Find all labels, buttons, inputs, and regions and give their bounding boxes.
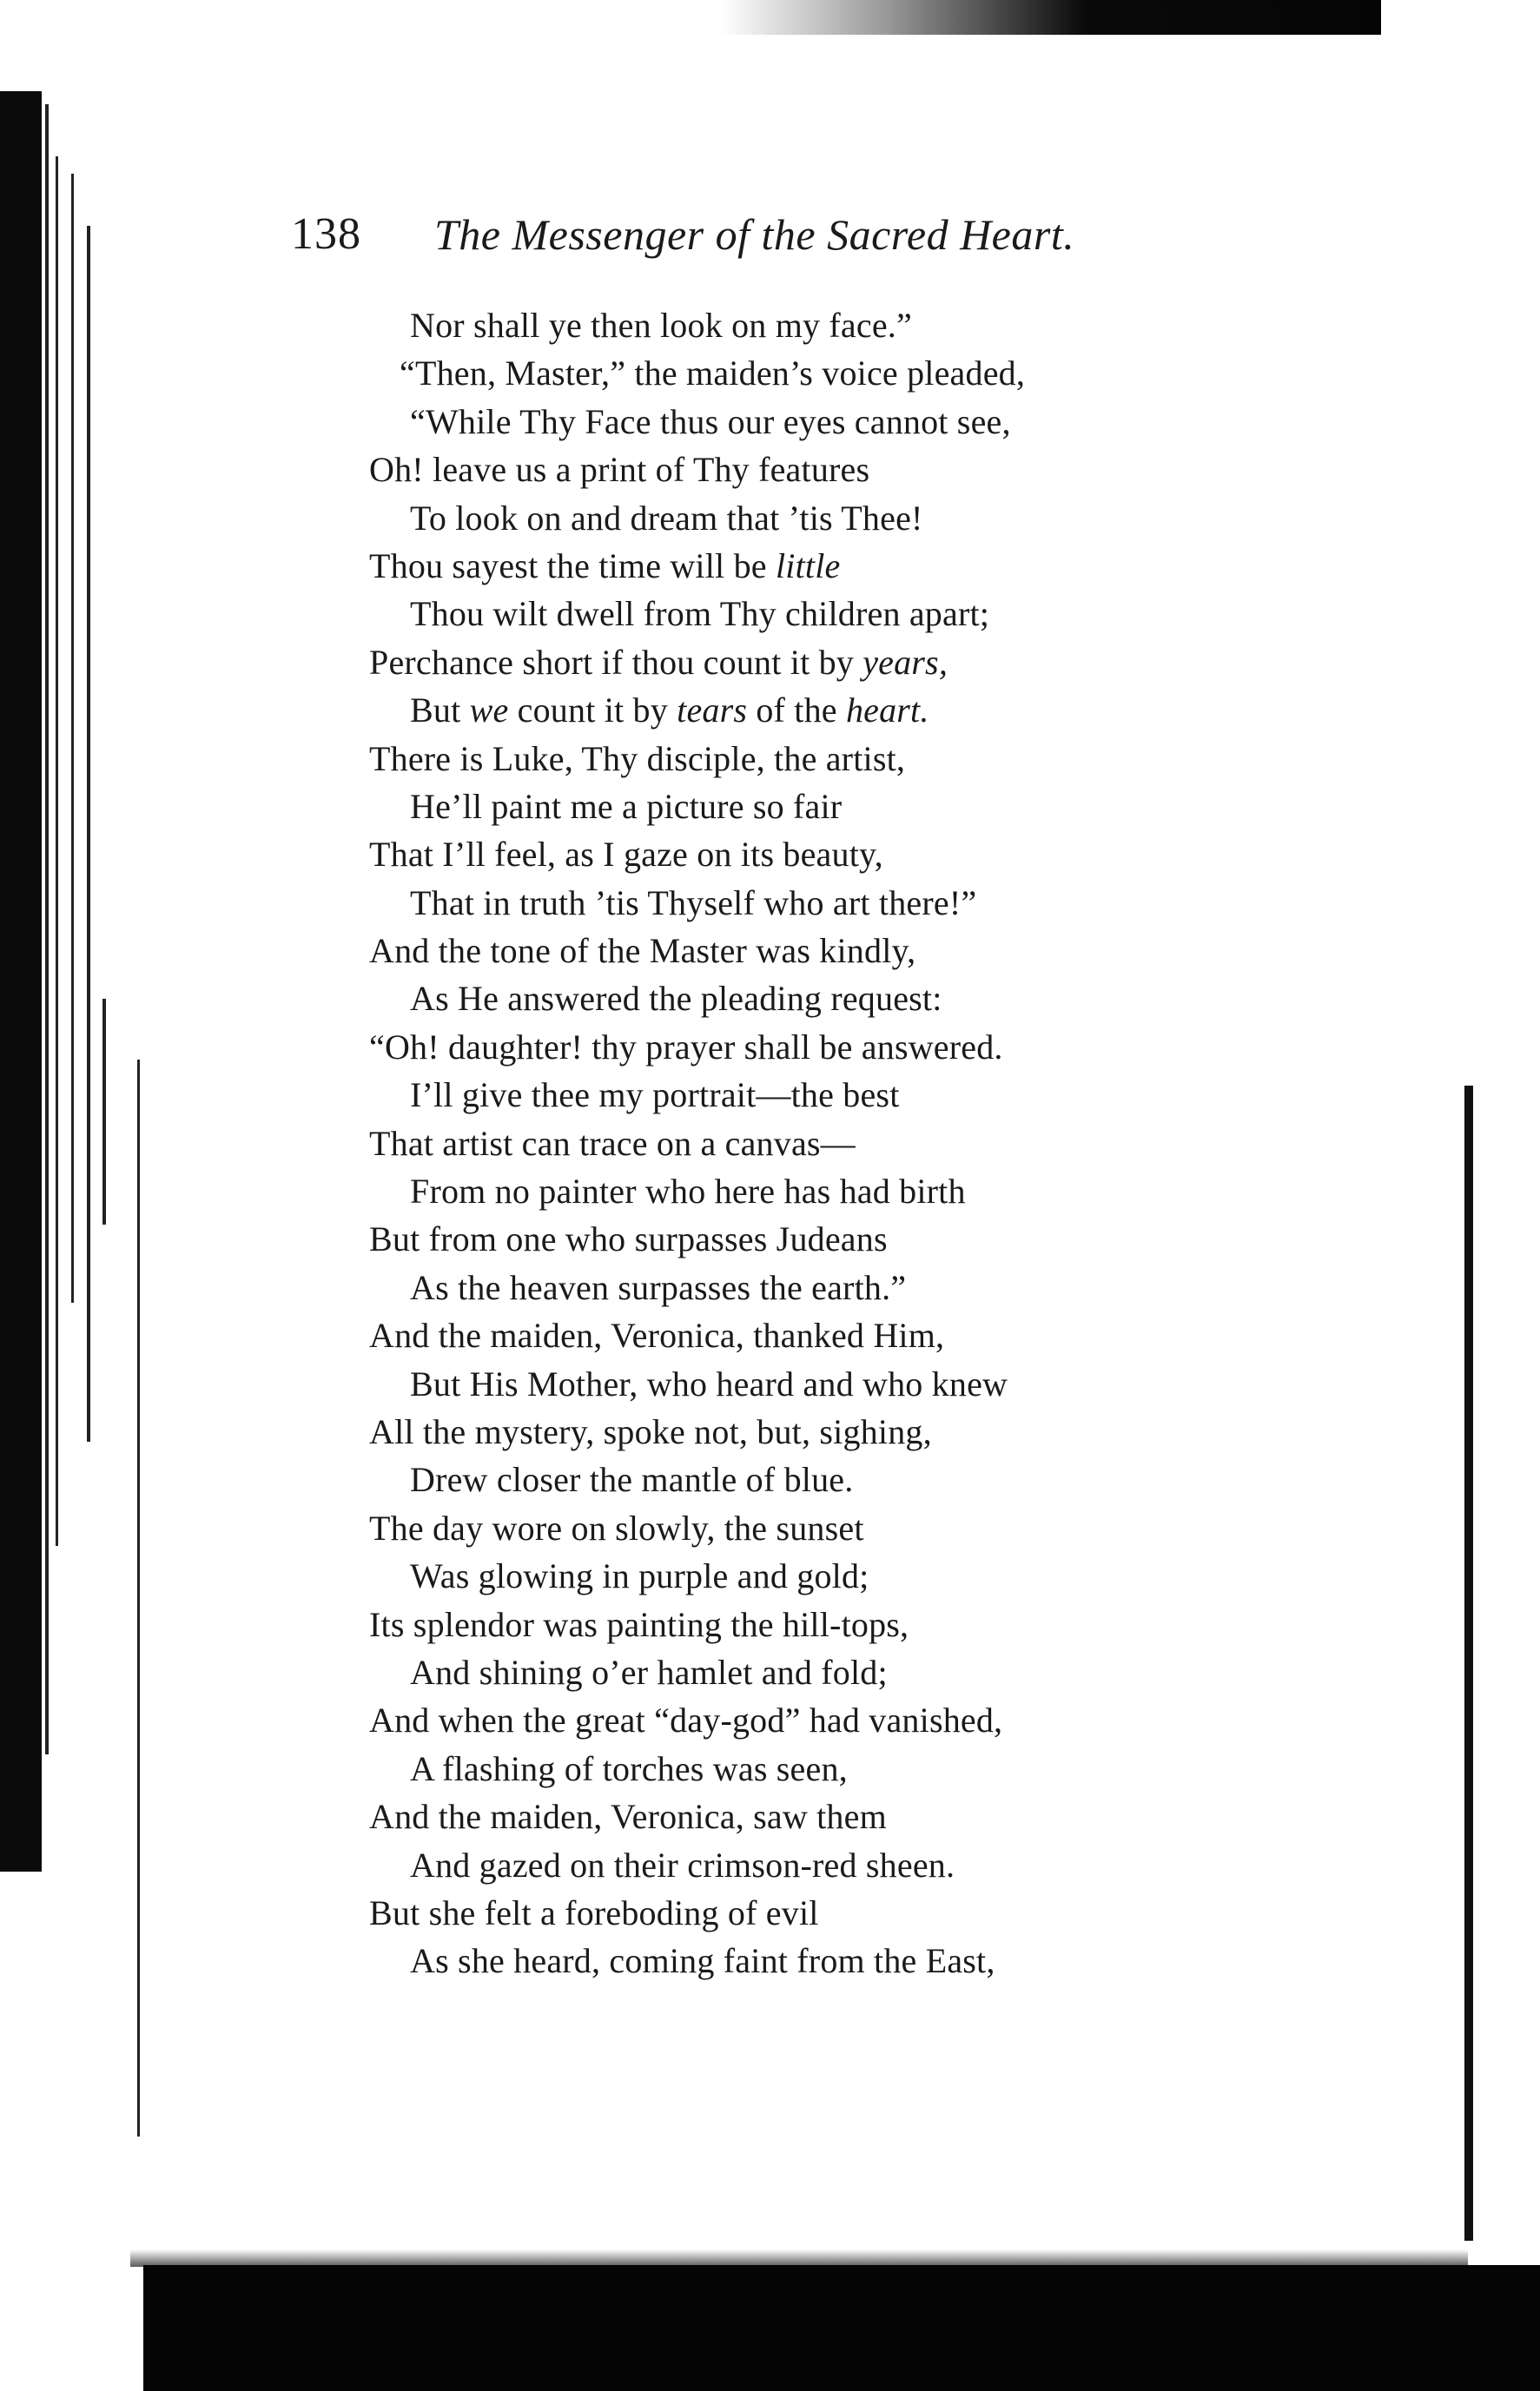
poem-line xyxy=(0,1504,1540,1552)
poem-line xyxy=(0,1120,1540,1167)
line-text: Thou sayest the time will be xyxy=(369,545,776,585)
italic-text: we xyxy=(469,690,509,730)
line-text: To look on and dream that ’tis Thee! xyxy=(410,498,923,538)
poem-line xyxy=(0,301,1540,349)
poem-line xyxy=(0,1360,1540,1408)
poem-line xyxy=(0,349,1540,397)
italic-text: heart. xyxy=(845,690,929,730)
line-text: And shining o’er hamlet and fold; xyxy=(410,1652,888,1692)
line-text: He’ll paint me a picture so fair xyxy=(410,786,843,826)
poem-line xyxy=(0,974,1540,1022)
poem-line xyxy=(0,1456,1540,1503)
line-text: But she felt a foreboding of evil xyxy=(369,1892,819,1932)
line-text: A flashing of torches was seen, xyxy=(410,1748,848,1788)
poem-line xyxy=(0,1311,1540,1359)
line-text: “Oh! daughter! thy prayer shall be answered. xyxy=(369,1027,1003,1067)
poem-line xyxy=(0,686,1540,734)
poem-line xyxy=(0,927,1540,974)
line-text: of the xyxy=(747,690,846,730)
italic-text: little xyxy=(775,545,841,585)
line-text: And when the great “day-god” had vanished, xyxy=(369,1701,1003,1740)
poem-line xyxy=(0,446,1540,493)
poem-line xyxy=(0,1648,1540,1696)
line-text: And the maiden, Veronica, thanked Him, xyxy=(369,1316,945,1356)
italic-text: years, xyxy=(863,642,948,682)
line-text: That I’ll feel, as I gaze on its beauty, xyxy=(369,835,883,875)
line-text: Drew closer the mantle of blue. xyxy=(410,1460,854,1500)
poem-line xyxy=(0,398,1540,446)
poem-line xyxy=(0,1601,1540,1648)
poem-line xyxy=(0,830,1540,878)
line-text: That artist can trace on a canvas— xyxy=(369,1123,856,1163)
poem-line xyxy=(0,590,1540,637)
poem-line xyxy=(0,1071,1540,1119)
running-header xyxy=(291,204,1246,265)
line-text: But xyxy=(410,690,470,730)
line-text: As He answered the pleading request: xyxy=(410,979,942,1019)
scan-shadow-bottom-fade xyxy=(130,2249,1468,2267)
journal-title: The Messenger of the Sacred Heart. xyxy=(434,210,1075,259)
line-text: And gazed on their crimson-red sheen. xyxy=(410,1845,955,1885)
line-text: “Then, Master,” the maiden’s voice pleaded, xyxy=(400,353,1026,393)
poem-line xyxy=(0,542,1540,590)
page-number: 138 xyxy=(291,209,361,259)
line-text: Thou wilt dwell from Thy children apart; xyxy=(410,594,990,634)
poem-line xyxy=(0,1167,1540,1215)
line-text: count it by xyxy=(508,690,677,730)
poem-line xyxy=(0,1696,1540,1744)
line-text: The day wore on slowly, the sunset xyxy=(369,1508,864,1548)
line-text: “While Thy Face thus our eyes cannot see, xyxy=(410,401,1011,441)
poem-line xyxy=(0,1264,1540,1311)
line-text: Perchance short if thou count it by xyxy=(369,642,863,682)
line-text: Was glowing in purple and gold; xyxy=(410,1556,869,1596)
line-text: Oh! leave us a print of Thy features xyxy=(369,450,870,490)
poem-line xyxy=(0,1937,1540,1985)
poem-body xyxy=(0,301,1540,1985)
poem-line xyxy=(0,1408,1540,1456)
italic-text: tears xyxy=(677,690,748,730)
scan-shadow-bottom xyxy=(143,2265,1540,2391)
poem-line xyxy=(0,638,1540,686)
poem-line xyxy=(0,1889,1540,1937)
poem-line xyxy=(0,1023,1540,1071)
poem-line xyxy=(0,1793,1540,1840)
poem-line xyxy=(0,494,1540,542)
line-text: And the maiden, Veronica, saw them xyxy=(369,1797,887,1837)
poem-line xyxy=(0,1552,1540,1600)
line-text: But from one who surpasses Judeans xyxy=(369,1219,888,1259)
line-text: There is Luke, Thy disciple, the artist, xyxy=(369,738,906,778)
line-text: But His Mother, who heard and who knew xyxy=(410,1364,1008,1404)
poem-line xyxy=(0,735,1540,783)
line-text: All the mystery, spoke not, but, sighing, xyxy=(369,1411,932,1451)
line-text: I’ll give thee my portrait—the best xyxy=(410,1075,900,1115)
scan-shadow-top xyxy=(721,0,1381,35)
line-text: As she heard, coming faint from the East, xyxy=(410,1941,995,1981)
poem-line xyxy=(0,879,1540,927)
poem-line xyxy=(0,1841,1540,1889)
line-text: Its splendor was painting the hill-tops, xyxy=(369,1604,909,1644)
line-text: Nor shall ye then look on my face.” xyxy=(410,306,912,345)
poem-line xyxy=(0,1745,1540,1793)
line-text: As the heaven surpasses the earth.” xyxy=(410,1267,907,1307)
line-text: From no painter who here has had birth xyxy=(410,1172,966,1212)
line-text: That in truth ’tis Thyself who art there!” xyxy=(410,882,977,922)
poem-line xyxy=(0,1215,1540,1263)
line-text: And the tone of the Master was kindly, xyxy=(369,931,916,971)
poem-line xyxy=(0,783,1540,830)
